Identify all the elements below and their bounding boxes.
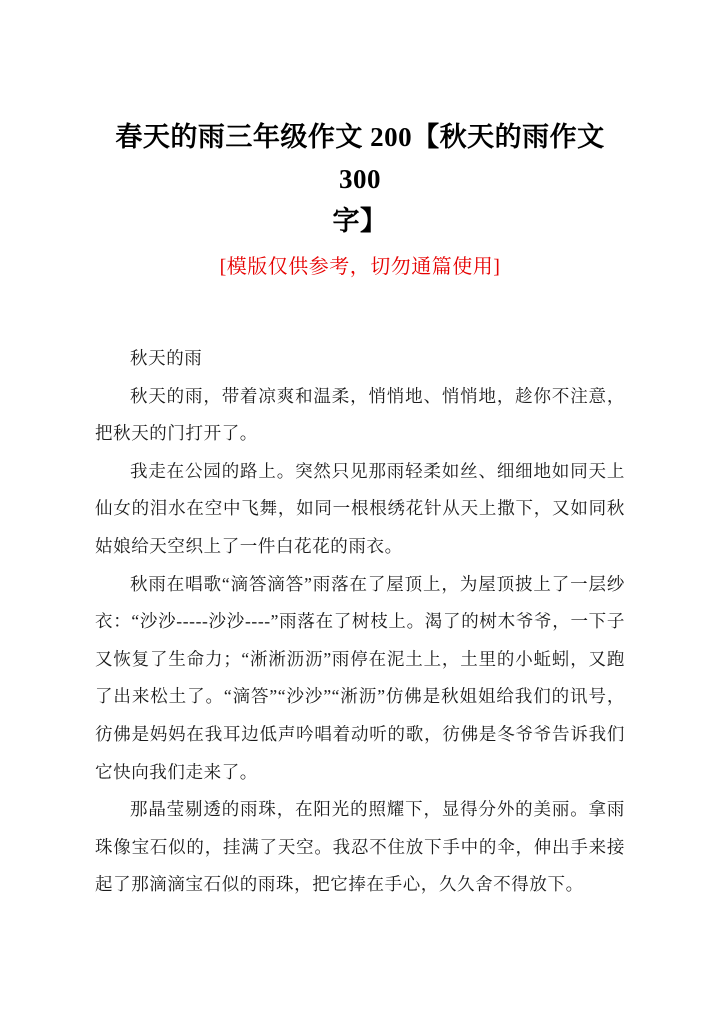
body-paragraph: 秋天的雨，带着凉爽和温柔，悄悄地、悄悄地，趁你不注意，把秋天的门打开了。 [95,385,625,444]
body-paragraph: 我走在公园的路上。突然只见那雨轻柔如丝、细细地如同天上仙女的泪水在空中飞舞，如同一根根绣花针从天上撒下，又如同秋姑娘给天空织上了一件白花花的雨衣。 [95,460,625,556]
page-title-line-1: 春天的雨三年级作文 200【秋天的雨作文 300 [115,122,605,194]
body-paragraph: 那晶莹剔透的雨珠，在阳光的照耀下，显得分外的美丽。拿雨珠像宝石似的，挂满了天空。我忍不住放下手中的伞，伸出手来接起了那滴滴宝石似的雨珠，把它捧在手心，久久舍不得放下。 [95,799,625,895]
page-title-line-2: 字】 [332,206,388,236]
page-title [95,116,625,242]
body-paragraph-heading: 秋天的雨 [130,348,203,368]
template-notice: [模版仅供参考，切勿通篇使用] [219,256,501,278]
body-paragraph: 秋雨在唱歌“滴答滴答”雨落在了屋顶上，为屋顶披上了一层纱衣：“沙沙-----沙沙----”雨落在了树枝上。渴了的树木爷爷，一下子又恢复了生命力；“淅淅沥沥”雨停在泥土上，土里的小蚯蚓，又跑了出来松土了。“滴答”“沙沙”“淅沥”仿佛是秋姐姐给我们的讯号，彷佛是妈妈在我耳边低声吟唱着动听的歌，彷佛是冬爷爷告诉我们它快向我们走来了。 [95,573,625,782]
document-body [95,340,625,904]
